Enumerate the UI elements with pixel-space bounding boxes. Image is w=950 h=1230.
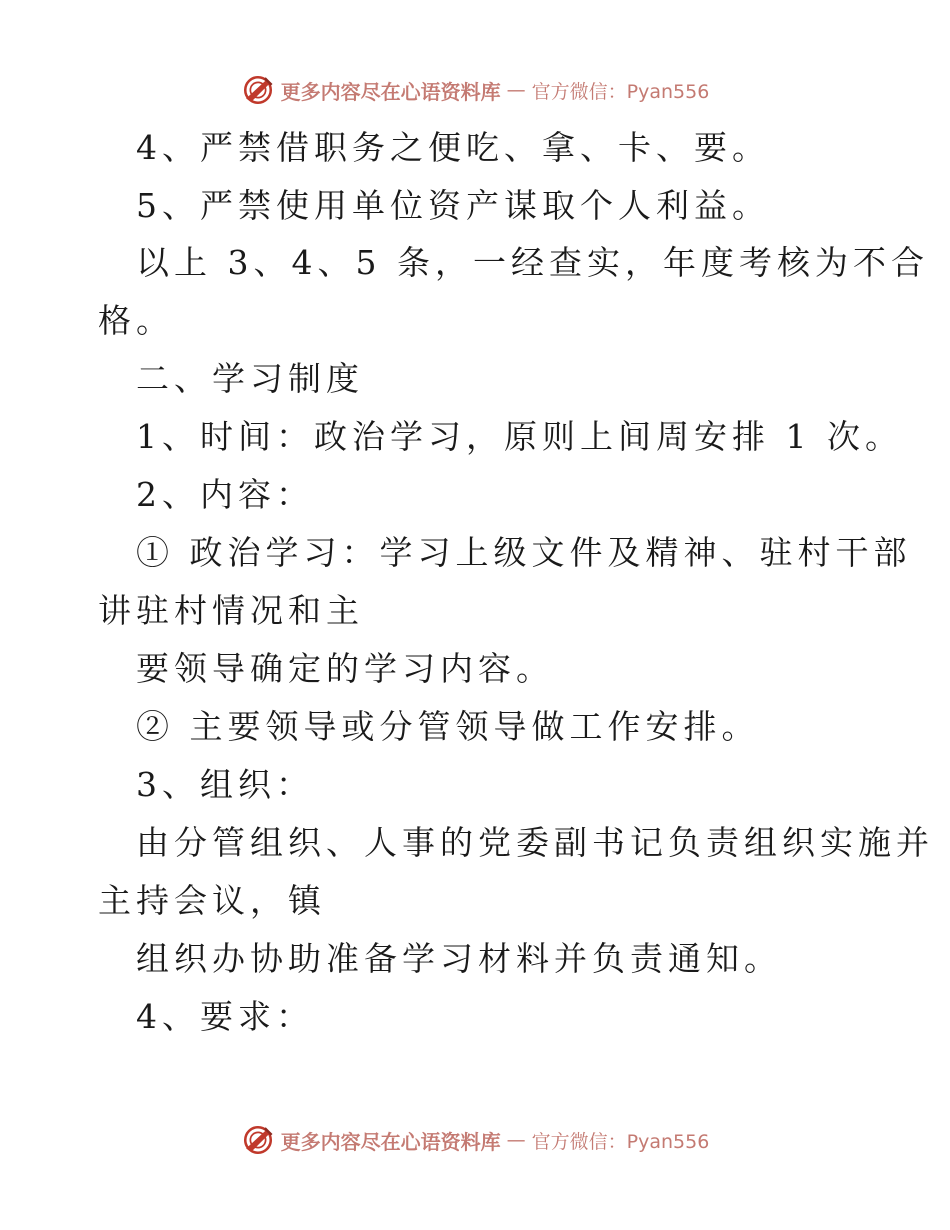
document-line: 以上 3、4、5 条，一经查实，年度考核为不合 — [136, 243, 929, 282]
watermark-wechat-text: 官方微信：Pyan556 — [531, 1130, 710, 1153]
document-line: ② 主要领导或分管领导做工作安排。 — [136, 707, 760, 746]
document-line: 3、组织： — [136, 765, 314, 804]
watermark-wechat-text: 官方微信：Pyan556 — [531, 80, 710, 103]
document-line: 4、严禁借职务之便吃、拿、卡、要。 — [136, 128, 770, 167]
seal-emblem-icon — [241, 1123, 275, 1157]
watermark-main-text: 更多内容尽在心语资料库 — [280, 1129, 501, 1154]
document-line: 讲驻村情况和主 — [98, 591, 364, 630]
document-line: 由分管组织、人事的党委副书记负责组织实施并 — [136, 823, 934, 862]
watermark-separator: — — [506, 1129, 526, 1151]
document-line: 要领导确定的学习内容。 — [136, 649, 554, 688]
document-line: 格。 — [98, 301, 174, 340]
document-line: 1、时间：政治学习，原则上间周安排 1 次。 — [136, 417, 903, 456]
document-line: ① 政治学习：学习上级文件及精神、驻村干部 — [136, 533, 912, 572]
watermark-main-text: 更多内容尽在心语资料库 — [280, 79, 501, 104]
document-line: 5、严禁使用单位资产谋取个人利益。 — [136, 186, 770, 225]
document-line: 4、要求： — [136, 997, 314, 1036]
header-watermark — [0, 70, 950, 110]
footer-watermark — [0, 1120, 950, 1160]
document-line: 组织办协助准备学习材料并负责通知。 — [136, 939, 782, 978]
watermark-separator: — — [506, 79, 526, 101]
document-line: 主持会议，镇 — [98, 881, 326, 920]
section-heading: 二、学习制度 — [136, 359, 364, 398]
document-line: 2、内容： — [136, 475, 314, 514]
seal-emblem-icon — [241, 73, 275, 107]
